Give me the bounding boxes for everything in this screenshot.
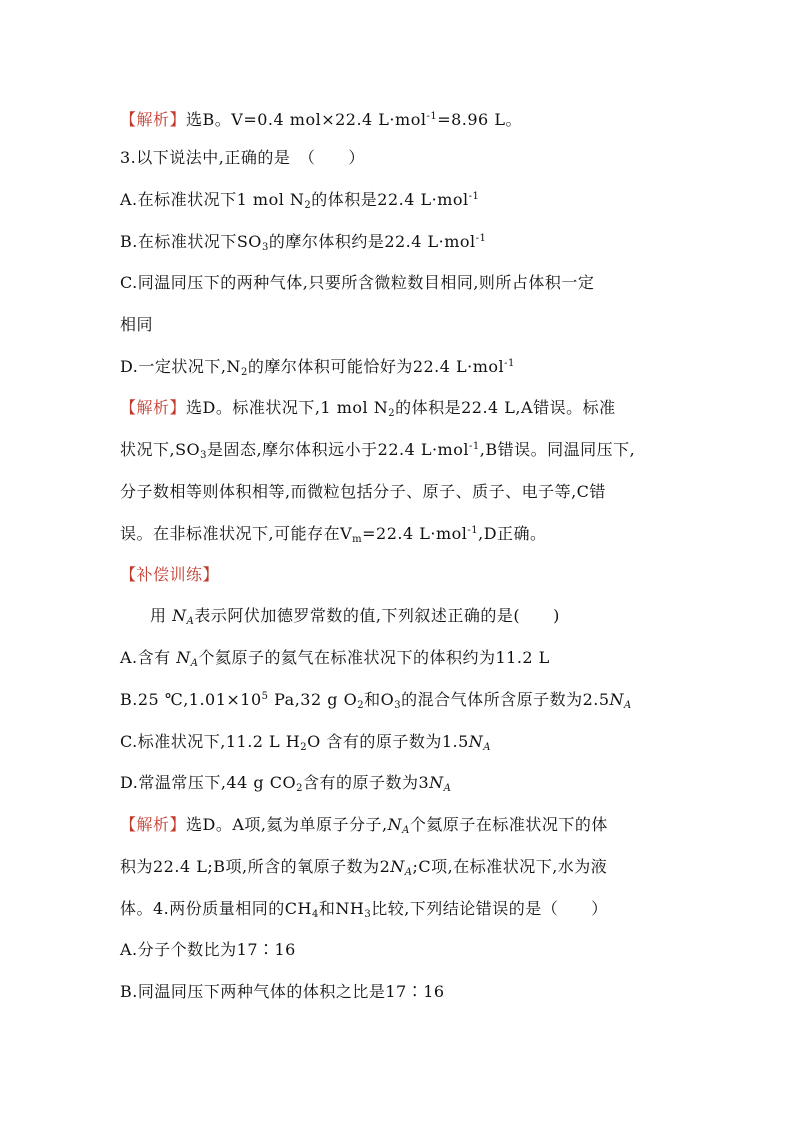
- analysis-tag: 【解析】: [120, 110, 187, 129]
- question-3-stem: 3.以下说法中,正确的是 （ ）: [120, 148, 365, 167]
- q3-option-a: A.在标准状况下1 mol $N_2$的体积是22.4 L·mol$^{-1}$: [120, 190, 480, 211]
- analysis-tag: 【解析】: [120, 398, 187, 417]
- q4-option-a: A.分子个数比为17∶16: [120, 940, 296, 959]
- answer3-line-2: 状况下$,SO_3$是固态,摩尔体积远小于22.4 L·mol$^{-1}$,B错误。同温同压下,: [120, 440, 636, 461]
- q3-option-d: D.一定状况下$,N_2$的摩尔体积可能恰好为22.4 L·mol$^{-1}$: [120, 357, 515, 378]
- extra-option-d: D.常温常压下,44 g $CO_2$含有的原子数为$3N_A$: [120, 773, 452, 794]
- q4-option-b: B.同温同压下两种气体的体积之比是17∶16: [120, 982, 445, 1001]
- answer3-line-3: 分子数相等则体积相等,而微粒包括分子、原子、质子、电子等,C错: [120, 482, 606, 501]
- answer3-line-1: 【解析】选D。标准状况下,1 mol $N_2$的体积是22.4 L,A错误。标准: [120, 398, 616, 419]
- answer-text: 选B。V=0.4 mol×22.4 L·mol: [186, 110, 427, 129]
- analysis-tag: 【解析】: [120, 815, 187, 834]
- supplementary-heading: 【补偿训练】: [120, 565, 220, 584]
- q3-option-c: C.同温同压下的两种气体,只要所含微粒数目相同,则所占体积一定: [120, 273, 595, 292]
- answer3-line-4: 误。在非标准状况下,可能存在$V_m=22.4$ L·mol$^{-1}$,D正确。: [120, 524, 547, 545]
- q3-option-c-cont: 相同: [120, 315, 154, 334]
- answer-extra-line-3: 体。4.两份质量相同的$CH_4$和$NH_3$比较,下列结论错误的是（ ）: [120, 899, 608, 920]
- q3-option-b: B.在标准状况下$SO_3$的摩尔体积约是22.4 L·mol$^{-1}$: [120, 232, 487, 253]
- extra-option-a: A.含有 $N_A$个氦原子的氦气在标准状况下的体积约为11.2 L: [120, 648, 550, 669]
- answer-extra-line-2: 积为22.4 L;B项,所含的氧原子数为$2N_A;C$项,在标准状况下,水为液: [120, 857, 608, 878]
- extra-question-stem: 用 $N_A$表示阿伏加德罗常数的值,下列叙述正确的是( ): [150, 606, 560, 627]
- extra-option-c: C.标准状况下,11.2 L $H_2O$ 含有的原子数为$1.5N_A$: [120, 732, 491, 753]
- answer-extra-line-1: 【解析】选D。A项,氦为单原子分子$,N_A$个氦原子在标准状况下的体: [120, 815, 608, 836]
- answer-line-q2: 【解析】选B。V=0.4 mol×22.4 L·mol$^{-1}$=8.96 L。: [120, 110, 522, 129]
- extra-option-b: B.25 $℃,1.01\times 10^5$ Pa,32 g $O_2$和$O_3$的混合气体所含原子数为$2.5N_A$: [120, 690, 632, 711]
